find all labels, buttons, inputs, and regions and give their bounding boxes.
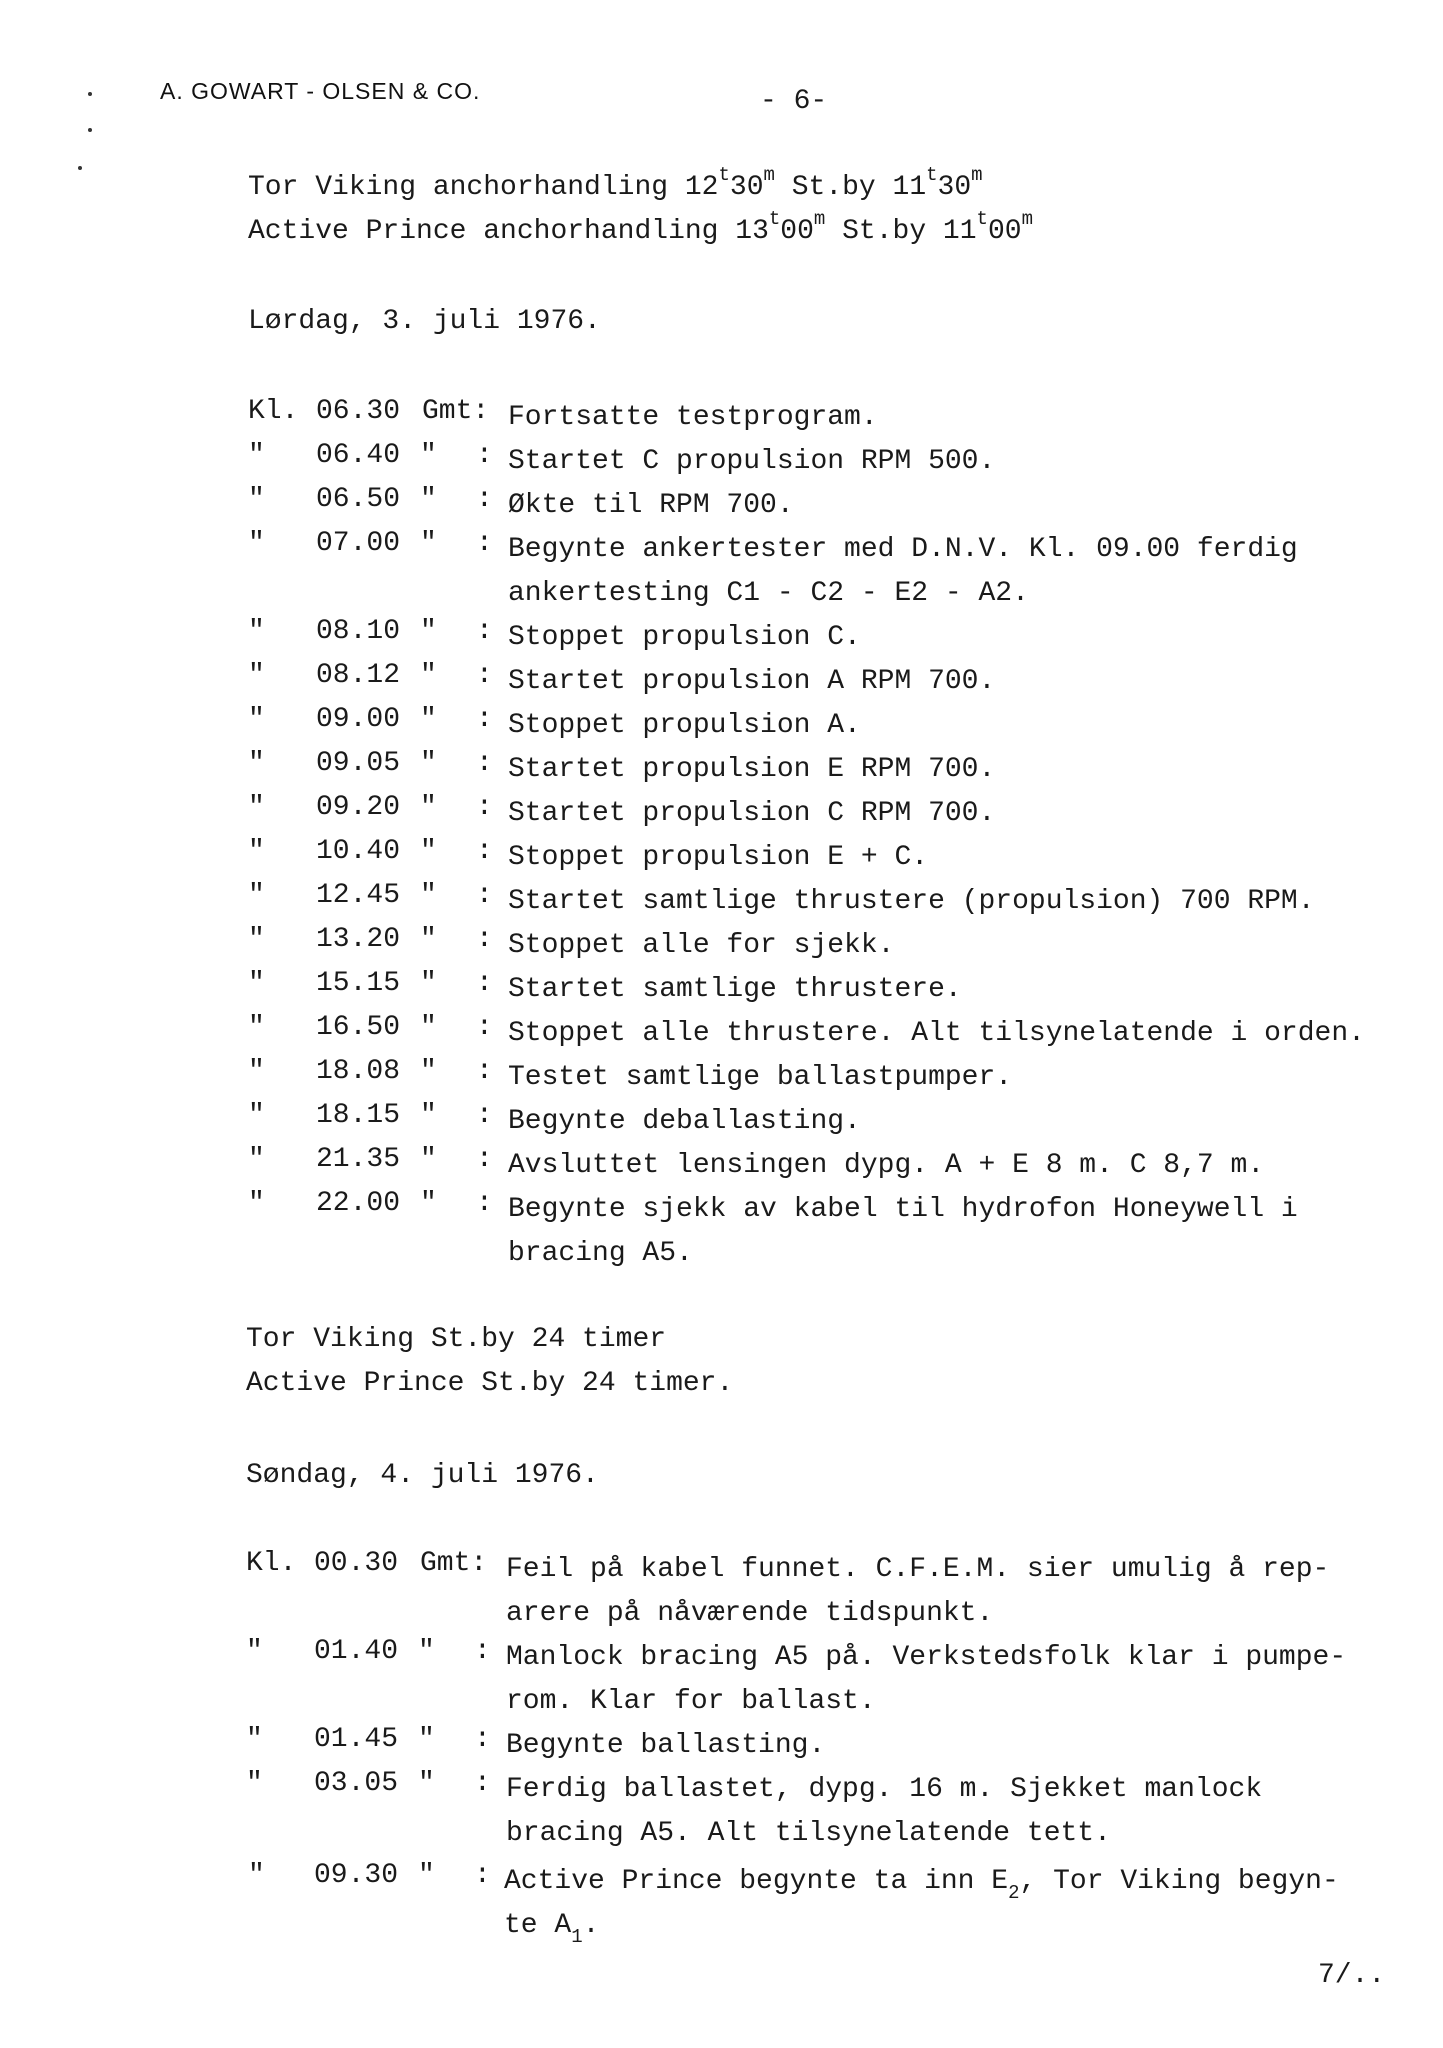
entry-time: 06.50 <box>316 484 401 515</box>
entry-line: Avsluttet lensingen dypg. A + E 8 m. C 8,7 m. <box>508 1150 1265 1181</box>
entry-time: 03.05 <box>314 1768 399 1799</box>
text: St.by 11 <box>825 216 977 247</box>
entry-line <box>504 1904 599 1949</box>
entry-line: Startet samtlige thrustere. <box>508 974 962 1005</box>
margin-mark <box>88 92 92 96</box>
entry-colon: : <box>476 1056 493 1087</box>
entry-unit: " <box>420 748 437 779</box>
day-heading-sunday: Søndag, 4. juli 1976. <box>246 1460 599 1491</box>
text: . <box>582 1910 600 1941</box>
entry-time: 08.12 <box>316 660 401 691</box>
entry-time: 09.20 <box>316 792 401 823</box>
entry-prefix: " <box>248 440 265 471</box>
continuation-marker: 7/.. <box>1318 1960 1386 1991</box>
entry-prefix: " <box>248 704 265 735</box>
entry-time: 06.30 <box>316 396 401 427</box>
superscript: m <box>1021 208 1033 230</box>
page-number: - 6- <box>760 86 828 117</box>
entry-colon: : <box>476 528 493 559</box>
entry-prefix: " <box>248 1056 265 1087</box>
entry-unit: " <box>420 660 437 691</box>
standby-tor-viking <box>248 164 983 203</box>
entry-unit: " <box>420 1056 437 1087</box>
margin-mark <box>88 128 92 132</box>
entry-line <box>504 1860 1339 1905</box>
letterhead: A. GOWART - OLSEN & CO. <box>160 78 481 104</box>
entry-line: Begynte sjekk av kabel til hydrofon Honeywell i <box>508 1194 1298 1225</box>
entry-line: Økte til RPM 700. <box>508 490 794 521</box>
entry-colon: : <box>474 1768 491 1799</box>
text: Active Prince anchorhandling 13 <box>248 216 769 247</box>
entry-unit: " <box>420 968 437 999</box>
entry-colon: : <box>474 1860 491 1891</box>
entry-unit: Gmt: <box>420 1548 488 1579</box>
entry-line: Startet samtlige thrustere (propulsion) 700 RPM. <box>508 886 1315 917</box>
superscript: t <box>718 164 730 186</box>
text: 00 <box>780 216 814 247</box>
entry-prefix: " <box>248 528 265 559</box>
text: 30 <box>729 172 764 203</box>
entry-time: 07.00 <box>316 528 401 559</box>
entry-colon: : <box>476 880 493 911</box>
entry-line: Stoppet alle for sjekk. <box>508 930 895 961</box>
entry-unit: " <box>420 484 437 515</box>
entry-colon: : <box>476 1012 493 1043</box>
entry-time: 06.40 <box>316 440 401 471</box>
entry-time: 08.10 <box>316 616 401 647</box>
entry-time: 09.30 <box>314 1860 399 1891</box>
entry-prefix: Kl. <box>246 1548 297 1579</box>
entry-time: 18.08 <box>316 1056 401 1087</box>
entry-colon: : <box>476 792 493 823</box>
standby-active-prince-24h: Active Prince St.by 24 timer. <box>246 1368 734 1399</box>
entry-unit: " <box>420 704 437 735</box>
entry-time: 00.30 <box>314 1548 399 1579</box>
entry-line: Startet propulsion E RPM 700. <box>508 754 996 785</box>
entry-colon: : <box>476 968 493 999</box>
entry-prefix: " <box>248 1100 265 1131</box>
standby-tor-viking-24h: Tor Viking St.by 24 timer <box>246 1324 667 1355</box>
standby-active-prince <box>248 208 1033 247</box>
entry-unit: " <box>420 1144 437 1175</box>
entry-time: 21.35 <box>316 1144 401 1175</box>
entry-prefix: " <box>248 1188 265 1219</box>
superscript: m <box>813 208 826 230</box>
entry-colon: : <box>476 660 493 691</box>
text: Tor Viking anchorhandling 12 <box>248 172 719 203</box>
entry-colon: : <box>476 440 493 471</box>
text: , Tor Viking begyn- <box>1019 1866 1339 1897</box>
entry-unit: Gmt: <box>422 396 490 427</box>
entry-line: Stoppet propulsion E + C. <box>508 842 929 873</box>
entry-time: 22.00 <box>316 1188 401 1219</box>
entry-line: Fortsatte testprogram. <box>508 402 878 433</box>
entry-time: 18.15 <box>316 1100 401 1131</box>
superscript: t <box>768 208 781 230</box>
entry-line: Stoppet alle thrustere. Alt tilsynelatende i orden. <box>508 1018 1365 1049</box>
entry-unit: " <box>418 1860 435 1891</box>
text: 30 <box>937 172 972 203</box>
entry-time: 16.50 <box>316 1012 401 1043</box>
entry-unit: " <box>420 924 437 955</box>
entry-unit: " <box>420 1188 437 1219</box>
entry-line: Stoppet propulsion C. <box>508 622 861 653</box>
entry-unit: " <box>420 880 437 911</box>
entry-unit: " <box>420 836 437 867</box>
entry-unit: " <box>420 792 437 823</box>
entry-time: 01.40 <box>314 1636 399 1667</box>
margin-mark <box>78 166 82 170</box>
entry-time: 12.45 <box>316 880 401 911</box>
subscript: 1 <box>571 1926 583 1948</box>
entry-colon: : <box>476 1188 493 1219</box>
entry-line: rom. Klar for ballast. <box>506 1686 876 1717</box>
entry-unit: " <box>420 1100 437 1131</box>
entry-prefix: " <box>246 1636 263 1667</box>
entry-line: Begynte ankertester med D.N.V. Kl. 09.00 ferdig <box>508 534 1298 565</box>
entry-unit: " <box>420 616 437 647</box>
day-heading-saturday: Lørdag, 3. juli 1976. <box>248 306 601 337</box>
entry-colon: : <box>476 704 493 735</box>
entry-line: Testet samtlige ballastpumper. <box>508 1062 1013 1093</box>
entry-colon: : <box>476 748 493 779</box>
entry-line: Startet propulsion A RPM 700. <box>508 666 996 697</box>
entry-colon: : <box>474 1636 491 1667</box>
entry-line: Startet C propulsion RPM 500. <box>508 446 996 477</box>
entry-colon: : <box>476 484 493 515</box>
entry-time: 10.40 <box>316 836 401 867</box>
entry-colon: : <box>476 924 493 955</box>
entry-unit: " <box>418 1724 435 1755</box>
entry-time: 09.05 <box>316 748 401 779</box>
entry-prefix: " <box>248 968 265 999</box>
entry-prefix: " <box>248 484 265 515</box>
entry-prefix: " <box>248 616 265 647</box>
entry-prefix: " <box>248 748 265 779</box>
entry-line: Manlock bracing A5 på. Verkstedsfolk klar i pumpe- <box>506 1642 1347 1673</box>
text: te A <box>504 1910 572 1941</box>
entry-prefix: " <box>246 1768 263 1799</box>
entry-prefix: " <box>246 1724 263 1755</box>
entry-time: 09.00 <box>316 704 401 735</box>
entry-colon: : <box>476 1100 493 1131</box>
entry-prefix: Kl. <box>248 396 299 427</box>
entry-line: ankertesting C1 - C2 - E2 - A2. <box>508 578 1029 609</box>
entry-line: arere på nåværende tidspunkt. <box>506 1598 994 1629</box>
entry-prefix: " <box>248 836 265 867</box>
entry-prefix: " <box>248 792 265 823</box>
entry-prefix: " <box>248 1144 265 1175</box>
entry-line: Begynte ballasting. <box>506 1730 826 1761</box>
text: 00 <box>987 216 1022 247</box>
superscript: m <box>971 164 983 186</box>
entry-prefix: " <box>248 1012 265 1043</box>
text: Active Prince begynte ta inn E <box>504 1866 1009 1897</box>
entry-prefix: " <box>248 880 265 911</box>
entry-unit: " <box>418 1636 435 1667</box>
entry-line: Stoppet propulsion A. <box>508 710 861 741</box>
entry-time: 13.20 <box>316 924 401 955</box>
text: St.by 11 <box>774 172 927 203</box>
entry-colon: : <box>476 1144 493 1175</box>
entry-time: 01.45 <box>314 1724 399 1755</box>
entry-unit: " <box>420 528 437 559</box>
entry-prefix: " <box>248 660 265 691</box>
entry-prefix: " <box>248 1860 265 1891</box>
superscript: t <box>976 208 988 230</box>
subscript: 2 <box>1008 1882 1020 1904</box>
entry-line: bracing A5. Alt tilsynelatende tett. <box>506 1818 1111 1849</box>
entry-line: Ferdig ballastet, dypg. 16 m. Sjekket manlock <box>506 1774 1263 1805</box>
entry-line: Feil på kabel funnet. C.F.E.M. sier umulig å rep- <box>506 1554 1330 1585</box>
entry-line: bracing A5. <box>508 1238 693 1269</box>
entry-unit: " <box>420 440 437 471</box>
entry-colon: : <box>476 616 493 647</box>
entry-time: 15.15 <box>316 968 401 999</box>
entry-colon: : <box>476 836 493 867</box>
entry-line: Begynte deballasting. <box>508 1106 861 1137</box>
entry-unit: " <box>420 1012 437 1043</box>
superscript: t <box>926 164 938 186</box>
entry-unit: " <box>418 1768 435 1799</box>
entry-line: Startet propulsion C RPM 700. <box>508 798 996 829</box>
entry-colon: : <box>474 1724 491 1755</box>
superscript: m <box>763 164 775 186</box>
entry-prefix: " <box>248 924 265 955</box>
